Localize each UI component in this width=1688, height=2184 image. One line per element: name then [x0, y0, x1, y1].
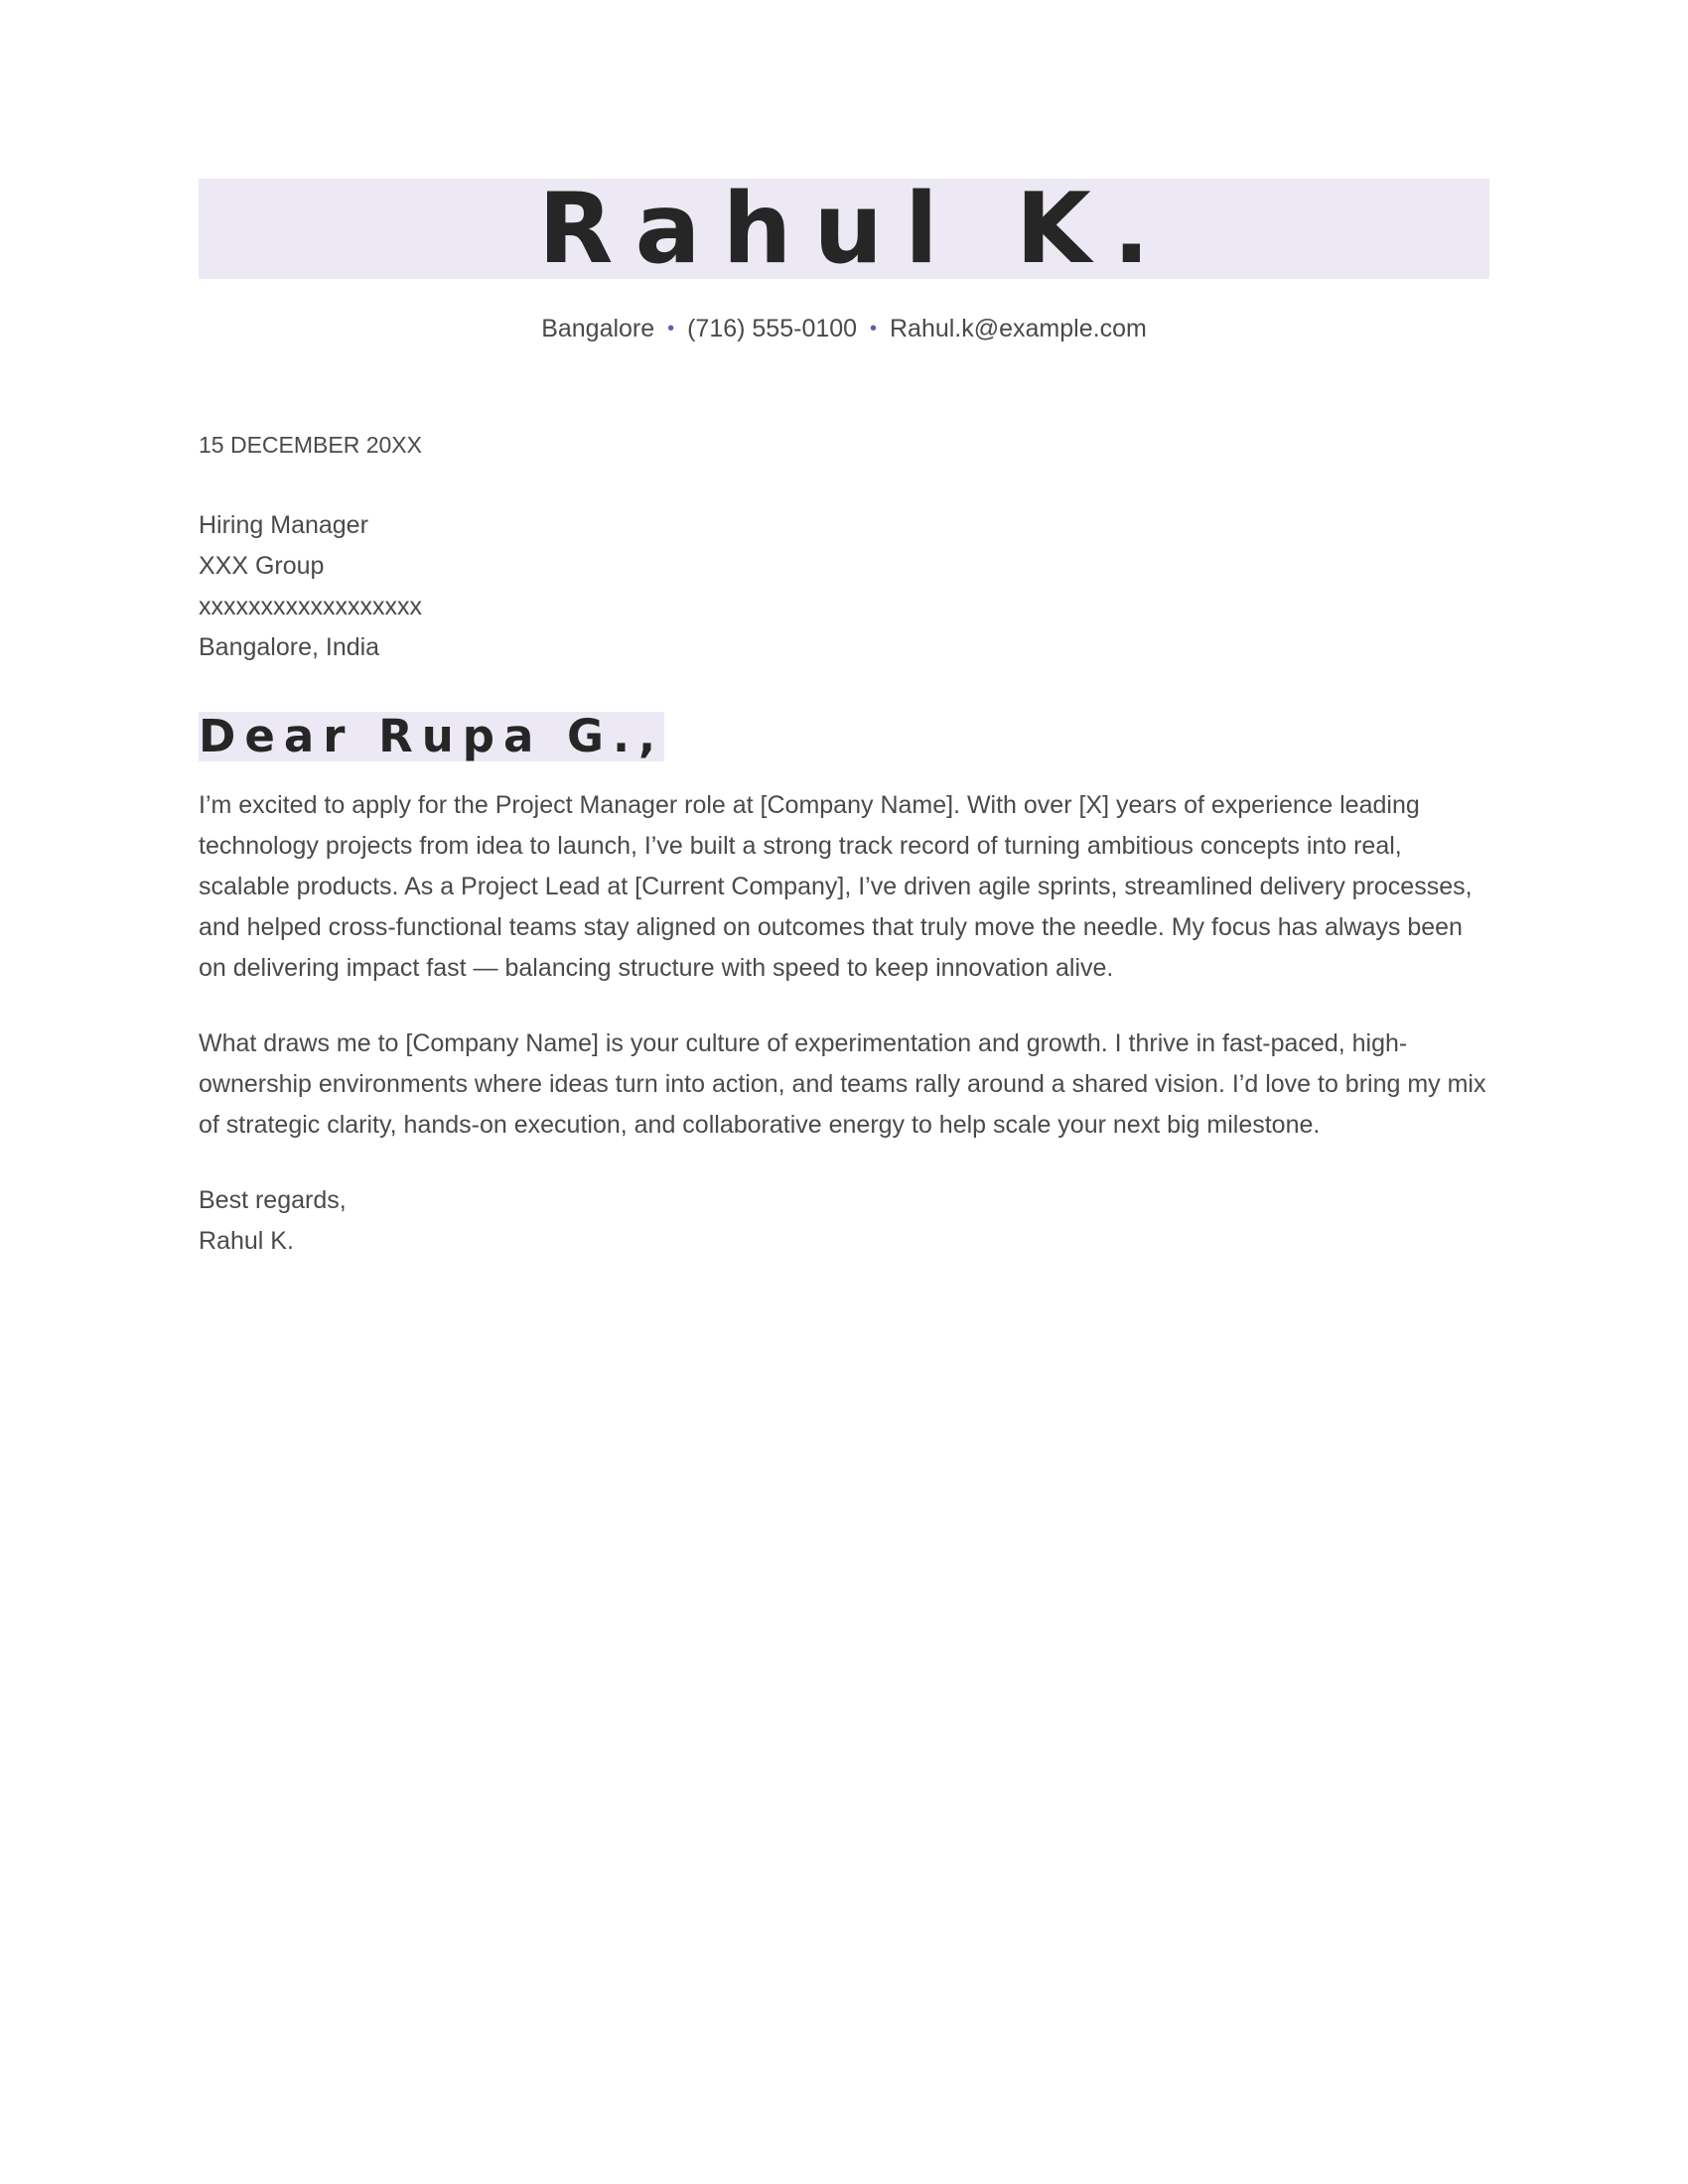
contact-email: Rahul.k@example.com	[889, 315, 1147, 342]
recipient-company: XXX Group	[199, 552, 325, 580]
applicant-name: Rahul K.	[537, 172, 1172, 286]
name-banner	[199, 172, 1489, 286]
contact-city: Bangalore	[541, 315, 655, 342]
salutation-wrap	[199, 712, 1489, 761]
valediction: Best regards,	[199, 1186, 347, 1214]
separator-dot: •	[870, 318, 878, 340]
body-paragraph: I’m excited to apply for the Project Manager role at [Company Name]. With over [X] years of experience leading technology projects from idea to launch, I’ve built a strong track record of turning ambitious concepts into real, scalable products. As a Project Lead at [Current Company], I’ve driven agile sprints, streamlined delivery processes, and helped cross-functional teams stay aligned on outcomes that truly move the needle. My focus has always been on delivering impact fast — balancing structure with speed to keep innovation alive.	[199, 791, 1473, 982]
recipient-city: Bangalore, India	[199, 633, 380, 661]
salutation: Dear Rupa G.,	[199, 710, 665, 762]
cover-letter-page	[199, 172, 1489, 1262]
closing-block	[199, 1180, 1489, 1262]
signature-name: Rahul K.	[199, 1227, 294, 1255]
recipient-address: xxxxxxxxxxxxxxxxxx	[199, 593, 422, 620]
contact-phone: (716) 555-0100	[687, 315, 858, 342]
separator-dot: •	[667, 318, 675, 340]
letter-date: 15 DECEMBER 20XX	[199, 432, 422, 458]
body-paragraph: What draws me to [Company Name] is your culture of experimentation and growth. I thrive in fast-paced, high-ownership environments where ideas turn into action, and teams rally around a shared vision. I’d love to bring my mix of strategic clarity, hands-on execution, and collaborative energy to help scale your next big milestone.	[199, 1029, 1486, 1139]
recipient-title: Hiring Manager	[199, 511, 368, 539]
contact-line	[199, 315, 1489, 343]
recipient-block	[199, 505, 1489, 668]
